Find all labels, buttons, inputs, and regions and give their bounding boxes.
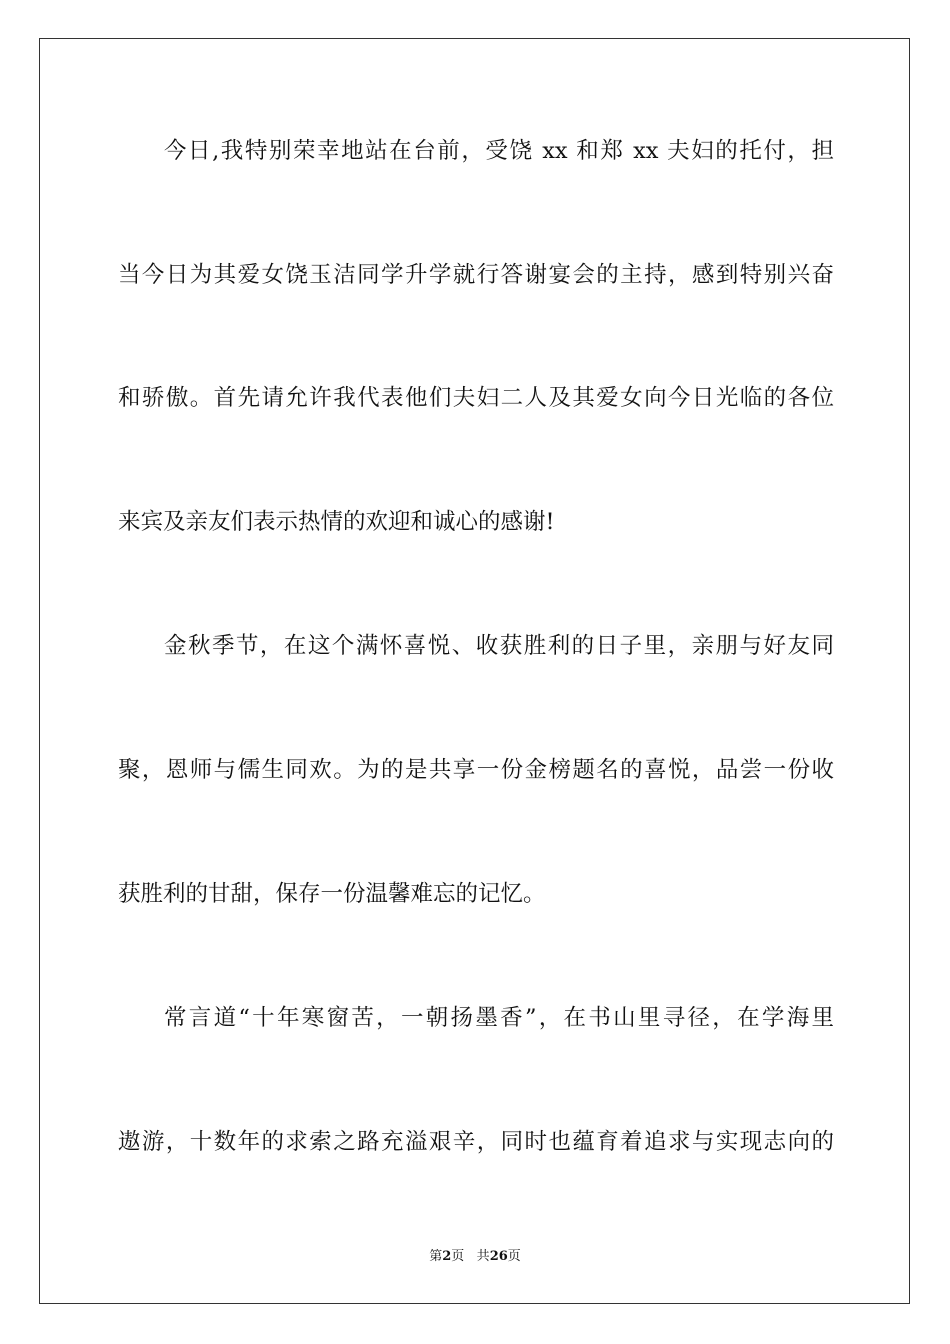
paragraph-3-line-2: 遨游，十数年的求索之路充溢艰辛，同时也蕴育着追求与实现志向的: [118, 1129, 834, 1155]
paragraph-1-line-4: 来宾及亲友们表示热情的欢迎和诚心的感谢!: [118, 509, 555, 535]
footer-total-pages: 26: [489, 1249, 508, 1264]
page-border: [39, 38, 910, 1304]
page-footer: [0, 1245, 950, 1264]
paragraph-1-line-3: 和骄傲。首先请允许我代表他们夫妇二人及其爱女向今日光临的各位: [118, 385, 834, 411]
footer-page-suffix: 页: [451, 1249, 465, 1264]
paragraph-2-line-2: 聚，恩师与儒生同欢。为的是共享一份金榜题名的喜悦，品尝一份收: [118, 757, 834, 783]
footer-page-prefix: 第: [429, 1249, 443, 1264]
paragraph-2-line-3: 获胜利的甘甜，保存一份温馨难忘的记忆。: [118, 881, 546, 907]
paragraph-1-line-2: 当今日为其爱女饶玉洁同学升学就行答谢宴会的主持，感到特别兴奋: [118, 262, 834, 288]
footer-page-number: 2: [442, 1249, 452, 1264]
paragraph-1-line-1: 今日,我特别荣幸地站在台前，受饶 xx 和郑 xx 夫妇的托付，担: [164, 138, 834, 164]
paragraph-3-line-1: 常言道“十年寒窗苦，一朝扬墨香”，在书山里寻径，在学海里: [164, 1005, 834, 1031]
paragraph-2-line-1: 金秋季节，在这个满怀喜悦、收获胜利的日子里，亲朋与好友同: [164, 633, 834, 659]
footer-total-suffix: 页: [507, 1249, 521, 1264]
footer-total-prefix: 共: [476, 1249, 490, 1264]
